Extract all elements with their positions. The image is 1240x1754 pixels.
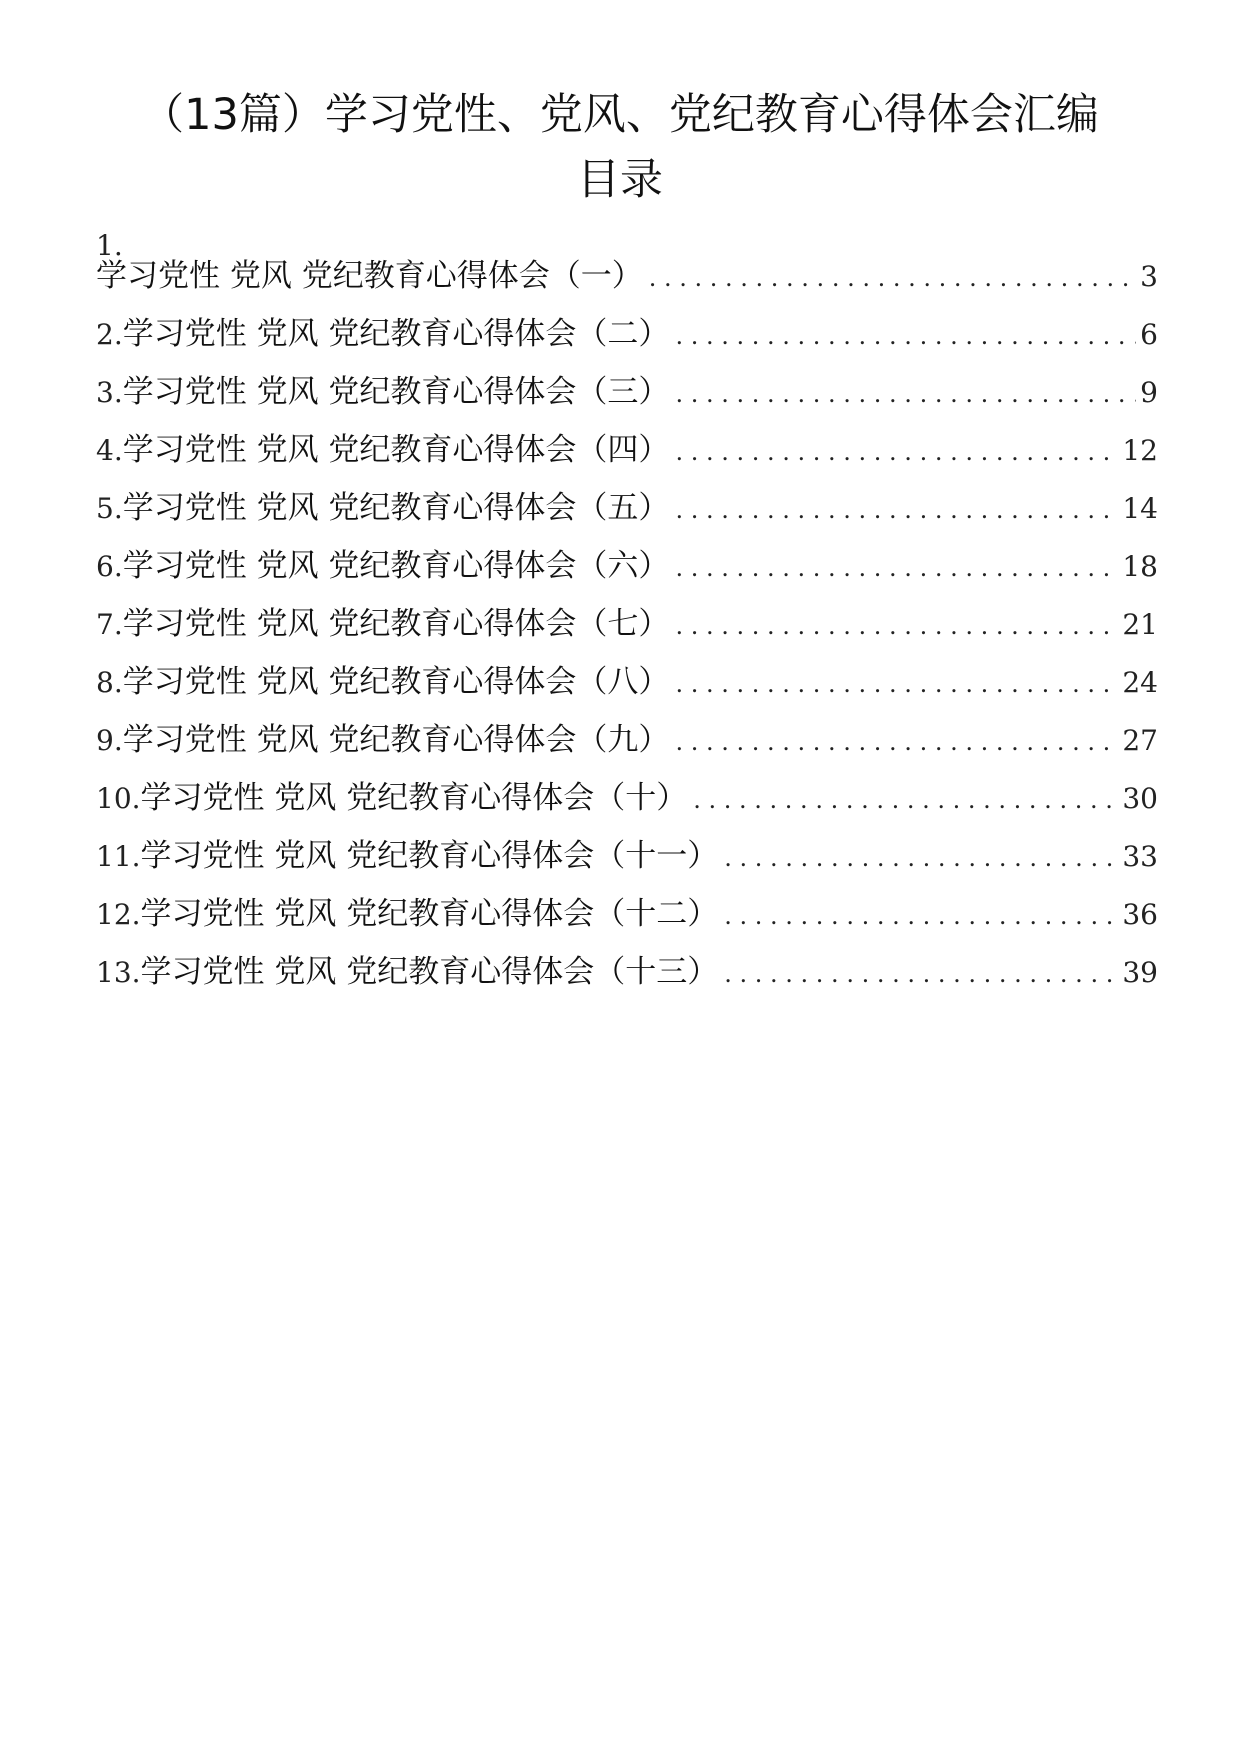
toc-entry-8[interactable]: [96, 660, 1158, 704]
toc-dot-leader: [675, 546, 1118, 590]
document-title: （13篇）学习党性、党风、党纪教育心得体会汇编: [141, 90, 1099, 140]
toc-entry-page: 21: [1122, 608, 1158, 641]
toc-dot-leader: [649, 256, 1136, 300]
toc-entry-3[interactable]: [96, 370, 1158, 414]
toc-entry-page: 39: [1122, 956, 1158, 989]
toc-dot-leader: [675, 662, 1118, 706]
toc-dot-leader: [675, 604, 1118, 648]
toc-entry-page: 6: [1140, 318, 1158, 351]
toc-dot-leader: [675, 372, 1136, 416]
toc-entry-page: 14: [1122, 492, 1158, 525]
toc-heading: 目录: [577, 155, 663, 205]
toc-entry-title: 学习党性 党风 党纪教育心得体会（四）: [122, 432, 670, 468]
toc-entry-title: 学习党性 党风 党纪教育心得体会（五）: [122, 490, 670, 526]
toc-entry-page: 30: [1122, 782, 1158, 815]
toc-dot-leader: [675, 430, 1118, 474]
toc-entry-number: 6.: [96, 550, 123, 583]
toc-entry-number: 12.: [96, 898, 141, 931]
toc-entry-number: 13.: [96, 956, 141, 989]
toc-entry-title: 学习党性 党风 党纪教育心得体会（十）: [140, 780, 688, 816]
toc-entry-title: 学习党性 党风 党纪教育心得体会（八）: [122, 664, 670, 700]
toc-dot-leader: [724, 836, 1118, 880]
toc-entry-number: 5.: [96, 492, 123, 525]
toc-entry-number: 9.: [96, 724, 123, 757]
toc-entry-13[interactable]: [96, 950, 1158, 994]
toc-entry-4[interactable]: [96, 428, 1158, 472]
toc-dot-leader: [675, 720, 1118, 764]
toc-entry-title: 学习党性 党风 党纪教育心得体会（三）: [122, 374, 670, 410]
toc-dot-leader: [693, 778, 1118, 822]
toc-entry-title: 学习党性 党风 党纪教育心得体会（十二）: [140, 896, 719, 932]
toc-entry-number: 10.: [96, 782, 141, 815]
toc-entry-title: 学习党性 党风 党纪教育心得体会（十三）: [140, 954, 719, 990]
toc-entry-page: 33: [1122, 840, 1158, 873]
toc-entry-number: 8.: [96, 666, 123, 699]
toc-first-number: 1.: [96, 229, 123, 262]
toc-entry-7[interactable]: [96, 602, 1158, 646]
toc-entry-number: 4.: [96, 434, 123, 467]
toc-entry-title: 学习党性 党风 党纪教育心得体会（十一）: [140, 838, 719, 874]
toc-entry-page: 27: [1122, 724, 1158, 757]
toc-entry-9[interactable]: [96, 718, 1158, 762]
toc-entry-page: 3: [1140, 260, 1158, 293]
toc-entry-page: 24: [1122, 666, 1158, 699]
toc-dot-leader: [724, 952, 1118, 996]
toc-entry-page: 9: [1140, 376, 1158, 409]
toc-entry-11[interactable]: [96, 834, 1158, 878]
toc-entry-1[interactable]: [96, 254, 1158, 298]
toc-entry-title: 学习党性 党风 党纪教育心得体会（七）: [122, 606, 670, 642]
toc-entry-page: 18: [1122, 550, 1158, 583]
toc-entry-page: 36: [1122, 898, 1158, 931]
toc-entry-number: 11.: [96, 840, 141, 873]
toc-entry-5[interactable]: [96, 486, 1158, 530]
toc-dot-leader: [675, 314, 1136, 358]
toc-entry-title: 学习党性 党风 党纪教育心得体会（二）: [122, 316, 670, 352]
toc-entry-number: 3.: [96, 376, 123, 409]
toc-entry-page: 12: [1122, 434, 1158, 467]
toc-entry-2[interactable]: [96, 312, 1158, 356]
toc-entry-title: 学习党性 党风 党纪教育心得体会（九）: [122, 722, 670, 758]
toc-entry-title: 学习党性 党风 党纪教育心得体会（六）: [122, 548, 670, 584]
toc-entry-6[interactable]: [96, 544, 1158, 588]
toc-dot-leader: [724, 894, 1118, 938]
toc-entry-10[interactable]: [96, 776, 1158, 820]
toc-entry-title: 学习党性 党风 党纪教育心得体会（一）: [96, 258, 643, 294]
toc-entry-12[interactable]: [96, 892, 1158, 936]
toc-entry-number: 7.: [96, 608, 123, 641]
toc-entry-number: 2.: [96, 318, 123, 351]
toc-dot-leader: [675, 488, 1118, 532]
